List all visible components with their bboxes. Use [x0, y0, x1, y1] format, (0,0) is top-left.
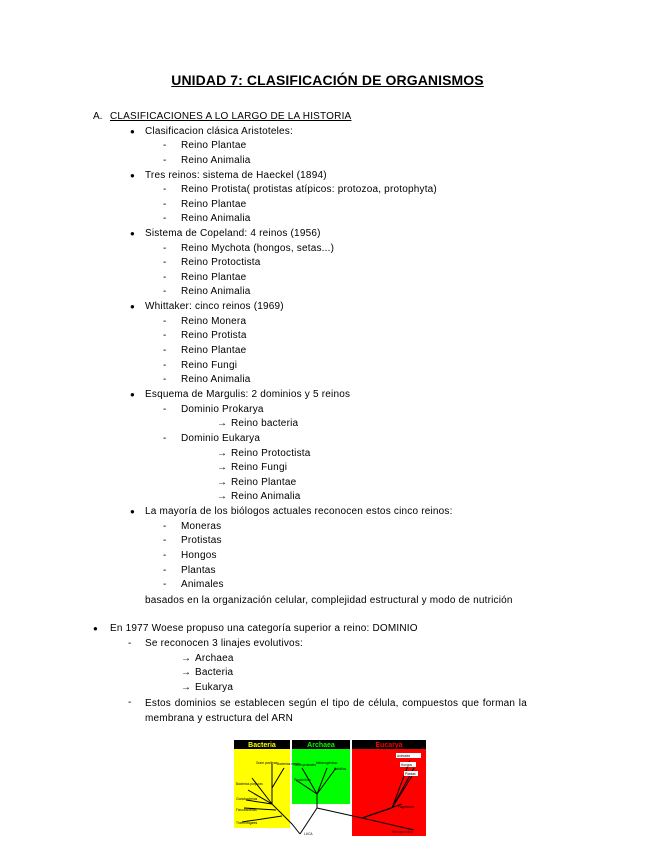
- list-item: Moneras: [181, 521, 222, 532]
- bullet-marker: ●: [93, 624, 98, 633]
- dash-marker: -: [163, 140, 167, 151]
- dash-marker: -: [163, 433, 167, 444]
- figure-label: Halófilas: [334, 767, 347, 771]
- dash-marker: -: [163, 404, 167, 415]
- figure-label: Cianobacterias: [236, 797, 258, 801]
- dash-marker: -: [128, 638, 132, 649]
- dash-marker: -: [163, 360, 167, 371]
- arrow-marker: →: [217, 418, 227, 429]
- dash-marker: -: [128, 697, 132, 708]
- dash-marker: -: [163, 257, 167, 268]
- list-item: En 1977 Woese propuso una categoría superior a reino: DOMINIO: [110, 623, 418, 634]
- page-title: UNIDAD 7: CLASIFICACIÓN DE ORGANISMOS: [171, 72, 484, 88]
- bullet-marker: ●: [130, 127, 135, 136]
- arrow-marker: →: [217, 477, 227, 488]
- list-item: Reino Animalia: [181, 213, 251, 224]
- figure-label: Bacterias púrpuras: [236, 782, 263, 786]
- section-marker: A.: [93, 111, 103, 122]
- arrow-marker: →: [217, 491, 227, 502]
- list-item: Reino Protista: [181, 330, 247, 341]
- dash-marker: -: [163, 579, 167, 590]
- list-item: Se reconocen 3 linajes evolutivos:: [145, 638, 304, 649]
- list-item: Reino Animalia: [181, 374, 251, 385]
- dash-marker: -: [163, 155, 167, 166]
- dash-marker: -: [163, 565, 167, 576]
- list-item: Reino Protista( protistas atípicos: protozoa, protophyta): [181, 184, 437, 195]
- archaea-region: [292, 740, 350, 804]
- paragraph: basados en la organización celular, complejidad estructural y modo de nutrición: [145, 595, 513, 606]
- list-item: Reino Plantae: [181, 272, 247, 283]
- domain-label-archaea: Archaea: [307, 742, 335, 749]
- tree-of-life-figure: [232, 738, 428, 838]
- paragraph: Estos dominios se establecen según el tipo de célula, compuestos que forman la membrana y estructura del ARN: [145, 698, 527, 724]
- bullet-marker: ●: [130, 171, 135, 180]
- list-item: Sistema de Copeland: 4 reinos (1956): [145, 228, 321, 239]
- arrow-marker: →: [181, 653, 191, 664]
- figure-root-label: LUCA: [304, 832, 313, 836]
- figure-label: Thermotogales: [236, 821, 258, 825]
- list-item: Plantas: [181, 565, 216, 576]
- bullet-marker: ●: [130, 229, 135, 238]
- list-item: Reino Plantae: [181, 199, 247, 210]
- dash-marker: -: [163, 535, 167, 546]
- list-item: Reino Fungi: [181, 360, 238, 371]
- list-item: Bacteria: [195, 667, 234, 678]
- list-item: Archaea: [195, 653, 234, 664]
- list-item: Hongos: [181, 550, 217, 561]
- arrow-marker: →: [181, 682, 191, 693]
- list-item: Reino Animalia: [231, 491, 301, 502]
- dash-marker: -: [163, 243, 167, 254]
- list-item: La mayoría de los biólogos actuales reconocen estos cinco reinos:: [145, 506, 453, 517]
- list-item: Reino Mychota (hongos, setas...): [181, 243, 335, 254]
- figure-label: Bacterias verdes: [277, 762, 301, 766]
- arrow-marker: →: [217, 462, 227, 473]
- list-item: Esquema de Margulis: 2 dominios y 5 reinos: [145, 389, 351, 400]
- dash-marker: -: [163, 374, 167, 385]
- list-item: Reino Animalia: [181, 155, 251, 166]
- list-item: Reino Plantae: [181, 140, 247, 151]
- dash-marker: -: [163, 316, 167, 327]
- dash-marker: -: [163, 550, 167, 561]
- dash-marker: -: [163, 184, 167, 195]
- domain-label-bacteria: Bacteria: [248, 742, 276, 749]
- bullet-marker: ●: [130, 390, 135, 399]
- domain-label-eucarya: Eucarya: [375, 742, 403, 749]
- bullet-marker: ●: [130, 507, 135, 516]
- figure-label: Gram positivas: [256, 761, 278, 765]
- arrow-marker: →: [181, 667, 191, 678]
- list-item: Eukarya: [195, 682, 234, 693]
- list-item: Reino Plantae: [231, 477, 297, 488]
- dash-marker: -: [163, 521, 167, 532]
- figure-label: Metanogénicas: [316, 761, 338, 765]
- list-item: Tres reinos: sistema de Haeckel (1894): [145, 170, 327, 181]
- figure-label: Termoproteales: [294, 763, 316, 767]
- bullet-marker: ●: [130, 302, 135, 311]
- dash-marker: -: [163, 286, 167, 297]
- list-item: Animales: [181, 579, 224, 590]
- list-item: Reino Plantae: [181, 345, 247, 356]
- figure-label: Pyrodictium: [294, 778, 311, 782]
- list-item: Reino Monera: [181, 316, 247, 327]
- dash-marker: -: [163, 199, 167, 210]
- list-item: Dominio Eukarya: [181, 433, 261, 444]
- list-item: Reino Fungi: [231, 462, 288, 473]
- list-item: Reino bacteria: [231, 418, 299, 429]
- list-item: Protistas: [181, 535, 222, 546]
- list-item: Whittaker: cinco reinos (1969): [145, 301, 284, 312]
- list-item: Reino Protoctista: [181, 257, 261, 268]
- dash-marker: -: [163, 330, 167, 341]
- figure-label: Microsporidios: [392, 830, 413, 834]
- list-item: Reino Animalia: [181, 286, 251, 297]
- dash-marker: -: [163, 213, 167, 224]
- figure-label: Hongos: [401, 763, 412, 767]
- dash-marker: -: [163, 272, 167, 283]
- figure-label: Flavobacterias: [236, 808, 257, 812]
- dash-marker: -: [163, 345, 167, 356]
- figure-label: Animales: [397, 754, 411, 758]
- section-heading: CLASIFICACIONES A LO LARGO DE LA HISTORIA: [110, 111, 352, 122]
- figure-label: Plantas: [405, 772, 416, 776]
- list-item: Dominio Prokarya: [181, 404, 264, 415]
- list-item: Clasificacion clásica Aristoteles:: [145, 126, 293, 137]
- figure-label: Flagelados: [398, 805, 414, 809]
- list-item: Reino Protoctista: [231, 448, 311, 459]
- arrow-marker: →: [217, 448, 227, 459]
